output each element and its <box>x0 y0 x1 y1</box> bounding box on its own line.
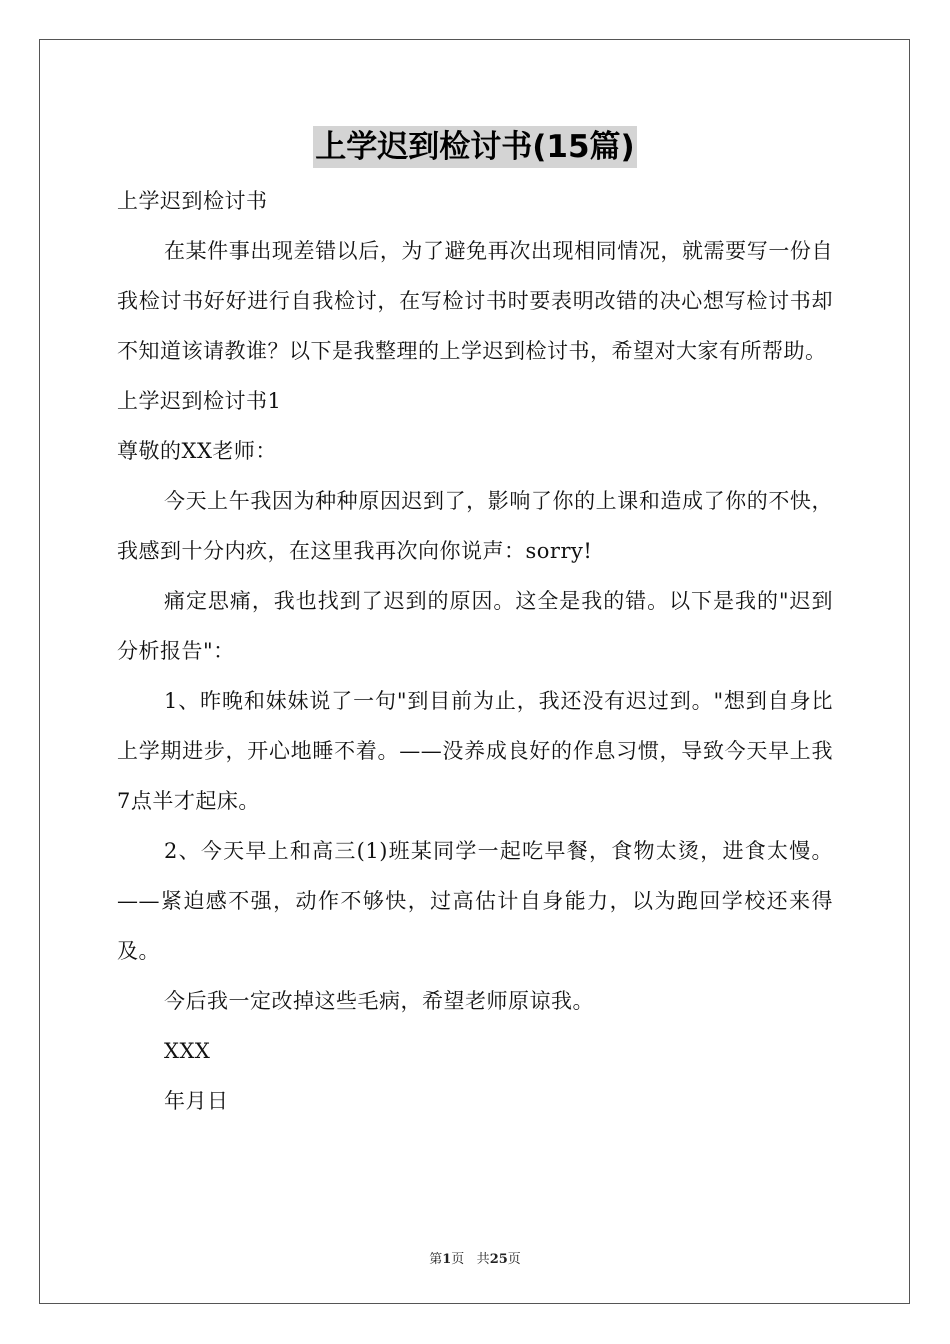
body-paragraph: 今后我一定改掉这些毛病，希望老师原谅我。 <box>164 989 594 1013</box>
total-suffix: 页 <box>507 1252 521 1267</box>
page-prefix: 第 <box>429 1252 443 1267</box>
title-container <box>0 126 950 168</box>
total-prefix: 共 <box>476 1252 490 1267</box>
page-current: 1 <box>442 1252 452 1267</box>
section-heading: 上学迟到检讨书1 <box>117 389 282 413</box>
page-suffix: 页 <box>451 1252 465 1267</box>
page-total: 25 <box>489 1252 508 1267</box>
document-body <box>117 176 833 1126</box>
body-paragraph: 痛定思痛，我也找到了迟到的原因。这全是我的错。以下是我的"迟到分析报告"： <box>117 589 833 663</box>
date-line: 年月日 <box>164 1089 229 1113</box>
document-subtitle: 上学迟到检讨书 <box>117 189 268 213</box>
salutation: 尊敬的XX老师： <box>117 439 277 463</box>
intro-paragraph: 在某件事出现差错以后，为了避免再次出现相同情况，就需要写一份自我检讨书好好进行自我检讨，在写检讨书时要表明改错的决心想写检讨书却不知道该请教谁？以下是我整理的上学迟到检讨书，希望对大家有所帮助。 <box>117 239 833 363</box>
body-paragraph: 1、昨晚和妹妹说了一句"到目前为止，我还没有迟过到。"想到自身比上学期进步，开心地睡不着。——没养成良好的作息习惯，导致今天早上我7点半才起床。 <box>117 689 833 813</box>
body-paragraph: 今天上午我因为种种原因迟到了，影响了你的上课和造成了你的不快，我感到十分内疚，在这里我再次向你说声：sorry! <box>117 489 833 563</box>
body-paragraph: 2、今天早上和高三(1)班某同学一起吃早餐，食物太烫，进食太慢。——紧迫感不强，动作不够快，过高估计自身能力，以为跑回学校还来得及。 <box>117 839 833 963</box>
document-title: 上学迟到检讨书(15篇) <box>313 126 636 168</box>
page-footer <box>0 1248 950 1267</box>
signature: XXX <box>164 1039 211 1063</box>
